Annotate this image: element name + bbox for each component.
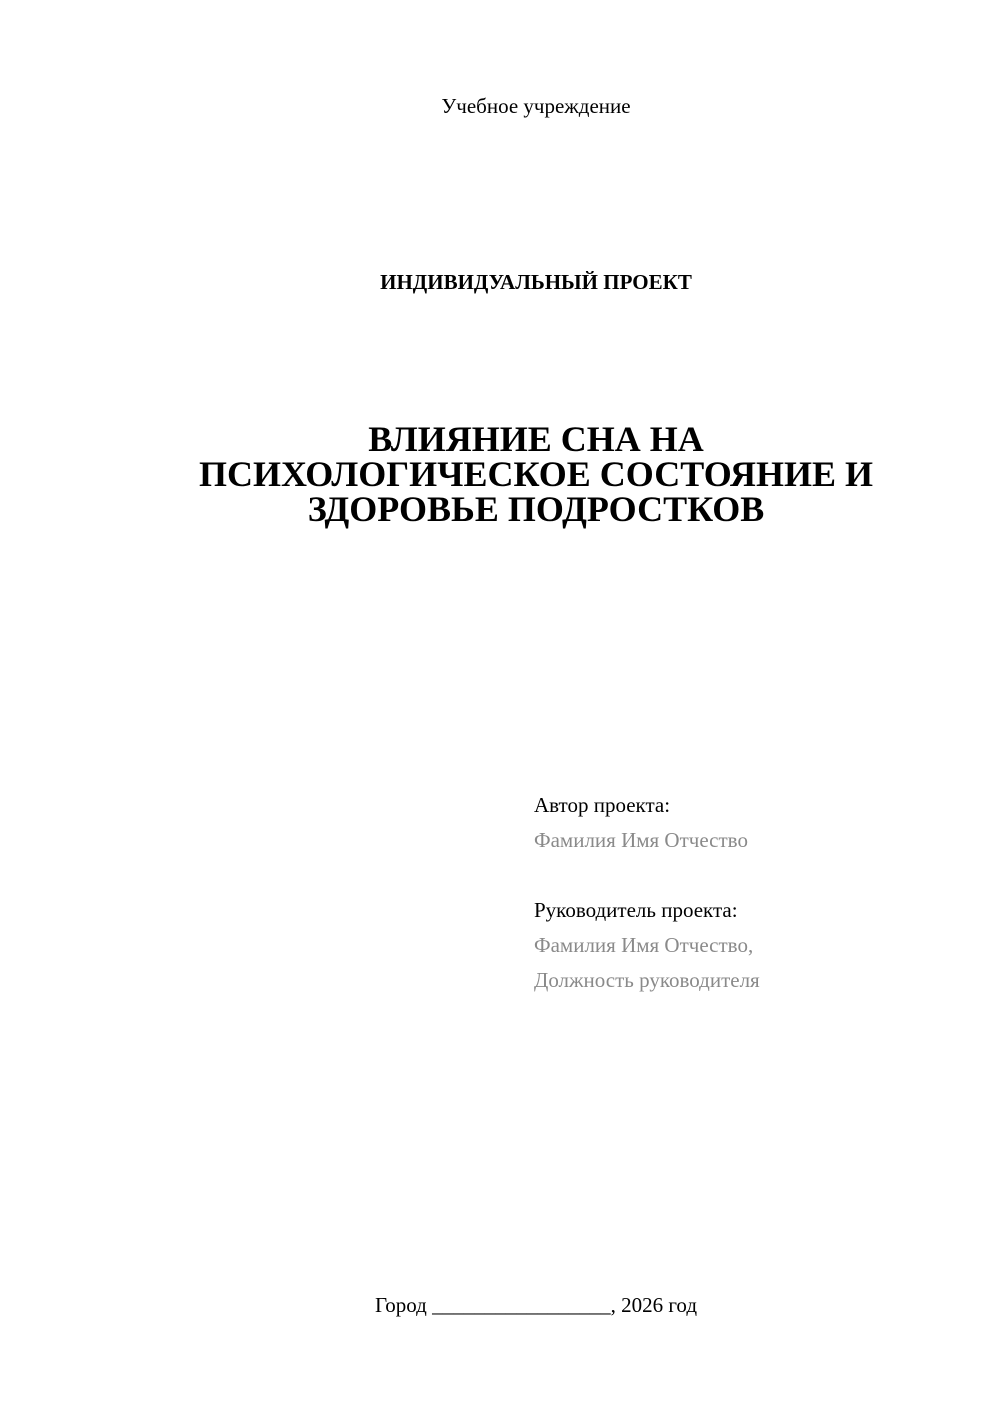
supervisor-label: Руководитель проекта: <box>534 898 738 922</box>
city-year-line: Город _________________, 2026 год <box>374 1293 698 1317</box>
author-label: Автор проекта: <box>534 793 671 817</box>
supervisor-position: Должность руководителя <box>534 968 760 992</box>
project-title-line-3: ЗДОРОВЬЕ ПОДРОСТКОВ <box>307 489 765 529</box>
supervisor-name: Фамилия Имя Отчество, <box>534 933 754 957</box>
credits-spacer <box>534 858 974 893</box>
project-title <box>0 419 1000 529</box>
project-title-line-1: ВЛИЯНИЕ СНА НА <box>368 419 704 459</box>
credits-block <box>534 788 974 998</box>
project-title-line-2: ПСИХОЛОГИЧЕСКОЕ СОСТОЯНИЕ И <box>199 454 873 494</box>
document-type: ИНДИВИДУАЛЬНЫЙ ПРОЕКТ <box>380 270 692 294</box>
institution-name: Учебное учреждение <box>441 94 631 118</box>
author-name: Фамилия Имя Отчество <box>534 828 748 852</box>
